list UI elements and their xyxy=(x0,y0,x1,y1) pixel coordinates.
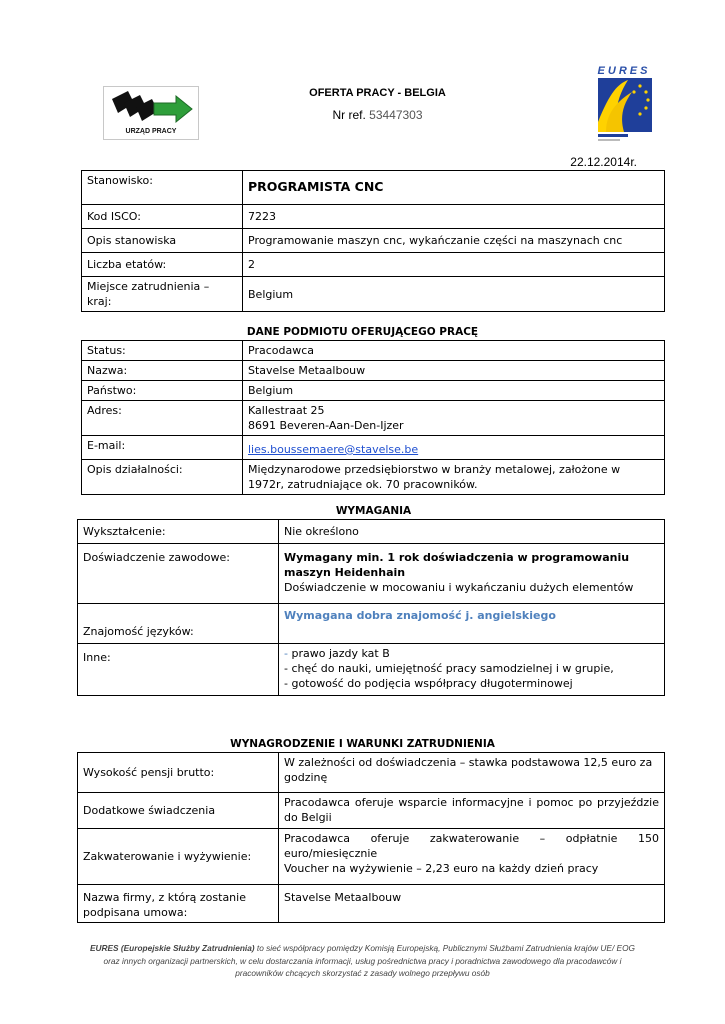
footer-line2: oraz innych organizacji partnerskich, w celu dostarczania informacji, usług pośrednictwa pracy i poradnictwa zawodowego dla pracodawców i xyxy=(103,955,622,966)
other-label: Inne: xyxy=(78,644,279,696)
offer-title: OFERTA PRACY - BELGIA xyxy=(309,87,446,99)
position-table xyxy=(81,170,665,312)
lang-value: Wymagana dobra znajomość j. angielskiego xyxy=(284,609,556,622)
ref-number: 53447303 xyxy=(369,108,423,122)
nazwa-value: Stavelse Metaalbouw xyxy=(243,361,665,381)
eures-logo xyxy=(588,62,656,146)
footer-bold: EURES (Europejskie Służby Zatrudnienia) xyxy=(89,943,255,953)
status-value: Pracodawca xyxy=(243,341,665,361)
miejsce-label: Miejsce zatrudnienia – kraj: xyxy=(82,277,243,312)
pay-label: Wysokość pensji brutto: xyxy=(78,753,279,793)
footer-note xyxy=(80,942,645,980)
miejsce-value: Belgium xyxy=(243,277,665,312)
exp-label: Doświadczenie zawodowe: xyxy=(78,544,279,604)
email-label: E-mail: xyxy=(82,436,243,460)
eures-logo-text: EURES xyxy=(597,65,651,77)
requirements-heading: WYMAGANIA xyxy=(335,505,412,517)
other-line2: - chęć do nauki, umiejętność pracy samodzielnej i w grupie, xyxy=(284,662,614,675)
opis-value: Programowanie maszyn cnc, wykańczanie części na maszynach cnc xyxy=(243,229,665,253)
offer-date: 22.12.2014r. xyxy=(570,155,637,169)
opis-dzialalnosci-label: Opis działalności: xyxy=(82,460,243,495)
employer-heading: DANE PODMIOTU OFERUJĄCEGO PRACĘ xyxy=(246,326,479,338)
adres-line1: Kallestraat 25 xyxy=(248,404,325,417)
nazwa-label: Nazwa: xyxy=(82,361,243,381)
isco-value: 7223 xyxy=(243,205,665,229)
edu-label: Wykształcenie: xyxy=(78,520,279,544)
adres-label: Adres: xyxy=(82,401,243,436)
company-value: Stavelse Metaalbouw xyxy=(279,885,665,923)
salary-table xyxy=(77,752,665,923)
company-label: Nazwa firmy, z którą zostanie podpisana umowa: xyxy=(78,885,279,923)
adres-line2: 8691 Beveren-Aan-Den-Ijzer xyxy=(248,419,404,432)
salary-heading: WYNAGRODZENIE I WARUNKI ZATRUDNIENIA xyxy=(230,738,495,750)
other-dash: - xyxy=(284,647,288,660)
requirements-table xyxy=(77,519,665,696)
other-line1: prawo jazdy kat B xyxy=(287,647,390,660)
housing-value1: Pracodawca oferuje zakwaterowanie – odpłatnie 150 euro/miesięcznie xyxy=(284,832,659,860)
other-line3: - gotowość do podjęcia współpracy długoterminowej xyxy=(284,677,573,690)
stanowisko-label: Stanowisko: xyxy=(82,171,243,205)
housing-label: Zakwaterowanie i wyżywienie: xyxy=(78,829,279,885)
lang-label: Znajomość języków: xyxy=(78,604,279,644)
reference-number xyxy=(0,108,725,122)
opis-dzialalnosci-value: Międzynarodowe przedsiębiorstwo w branży metalowej, założone w 1972r, zatrudniające ok. 70 pracowników. xyxy=(243,460,665,495)
benefits-label: Dodatkowe świadczenia xyxy=(78,793,279,829)
exp-bold: Wymagany min. 1 rok doświadczenia w programowaniu maszyn Heidenhain xyxy=(284,551,630,579)
pay-value: W zależności od doświadczenia – stawka podstawowa 12,5 euro za godzinę xyxy=(279,753,665,793)
panstwo-value: Belgium xyxy=(243,381,665,401)
isco-label: Kod ISCO: xyxy=(82,205,243,229)
exp-value xyxy=(279,544,665,604)
other-value xyxy=(279,644,665,696)
ref-label: Nr ref. xyxy=(332,108,366,122)
panstwo-label: Państwo: xyxy=(82,381,243,401)
housing-value2: Voucher na wyżywienie – 2,23 euro na każdy dzień pracy xyxy=(284,862,599,875)
footer-line3: pracowników chcących skorzystać z zasady wolnego przepływu osób xyxy=(235,968,490,978)
edu-value: Nie określono xyxy=(279,520,665,544)
email-link[interactable]: lies.boussemaere@stavelse.be xyxy=(248,443,419,456)
urzad-pracy-logo-text: URZĄD PRACY xyxy=(125,128,177,135)
status-label: Status: xyxy=(82,341,243,361)
employer-table xyxy=(81,340,665,495)
benefits-value: Pracodawca oferuje wsparcie informacyjne i pomoc po przyjeździe do Belgii xyxy=(279,793,665,829)
etaty-label: Liczba etatów: xyxy=(82,253,243,277)
housing-value xyxy=(279,829,665,885)
footer-line1: to sieć współpracy pomiędzy Komisją Europejską, Publicznymi Służbami Zatrudnienia krajów UE/ EOG xyxy=(254,943,636,953)
etaty-value: 2 xyxy=(243,253,665,277)
exp-extra: Doświadczenie w mocowaniu i wykańczaniu dużych elementów xyxy=(284,581,634,594)
stanowisko-value: PROGRAMISTA CNC xyxy=(248,179,384,194)
opis-label: Opis stanowiska xyxy=(82,229,243,253)
adres-value xyxy=(243,401,665,436)
